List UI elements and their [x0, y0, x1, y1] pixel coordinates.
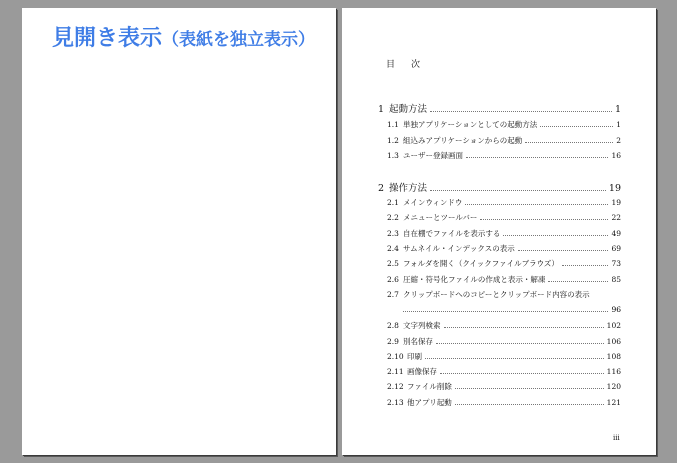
section-title: 自在棚でファイルを表示する	[403, 229, 501, 238]
chapter-title: 操作方法	[389, 183, 428, 194]
toc-section-1-3[interactable]	[387, 150, 621, 161]
toc-section-2-1[interactable]	[387, 197, 621, 208]
page-ref: 106	[606, 337, 621, 346]
section-title: 画像保存	[407, 367, 437, 376]
section-title: 別名保存	[403, 337, 433, 346]
section-number: 2.1	[387, 198, 399, 207]
dot-leader	[430, 189, 606, 191]
dot-leader	[548, 280, 608, 282]
section-title: ファイル削除	[407, 382, 452, 391]
section-title: メニューとツールバー	[403, 213, 478, 222]
section-number: 2.11	[387, 367, 404, 376]
page-ref: 121	[606, 398, 621, 407]
toc-section-2-9[interactable]	[387, 336, 621, 347]
section-title: サムネイル・インデックスの表示	[403, 244, 515, 253]
caption-sub: （表紙を独立表示）	[162, 30, 316, 50]
page-ref: 102	[606, 321, 621, 330]
dot-leader	[440, 372, 604, 374]
section-number: 2.7	[387, 290, 399, 299]
dot-leader	[518, 249, 609, 251]
page-ref: 116	[606, 367, 621, 376]
dot-leader	[430, 110, 612, 112]
right-page-toc	[342, 8, 656, 455]
toc-section-2-4[interactable]	[387, 243, 621, 254]
dot-leader	[425, 357, 604, 359]
page-ref: 69	[611, 244, 621, 253]
section-number: 2.12	[387, 382, 404, 391]
section-number: 1.2	[387, 136, 399, 145]
toc-section-2-8[interactable]	[387, 320, 621, 331]
chapter-title: 起動方法	[389, 104, 428, 115]
dot-leader	[503, 234, 608, 236]
dot-leader	[480, 218, 608, 220]
section-number: 2.2	[387, 213, 399, 222]
section-title: 印刷	[407, 352, 422, 361]
toc-chapter-1[interactable]	[378, 101, 621, 115]
dot-leader	[455, 403, 604, 405]
dot-leader	[465, 203, 608, 205]
toc-heading: 目次	[386, 60, 437, 70]
caption-main: 見開き表示	[52, 26, 163, 51]
section-number: 2.9	[387, 337, 399, 346]
section-number: 2.3	[387, 229, 399, 238]
page-number: iii	[613, 434, 620, 442]
section-number: 2.4	[387, 244, 399, 253]
dot-leader	[540, 125, 613, 127]
toc-section-2-11[interactable]	[387, 366, 621, 377]
toc-section-1-2[interactable]	[387, 135, 621, 146]
toc-section-1-1[interactable]	[387, 119, 621, 130]
page-ref: 120	[606, 382, 621, 391]
section-title: メインウィンドウ	[403, 198, 463, 207]
section-number: 2.6	[387, 275, 399, 284]
page-ref: 19	[608, 183, 621, 194]
toc-section-2-7-continuation	[403, 305, 621, 314]
page-ref: 16	[611, 151, 621, 160]
page-ref: 1	[616, 120, 621, 129]
toc-section-2-5[interactable]	[387, 258, 621, 269]
page-ref: 73	[611, 259, 621, 268]
section-title: 圧縮・符号化ファイルの作成と表示・解凍	[403, 275, 546, 284]
section-number: 2.8	[387, 321, 399, 330]
section-title: 文字列検索	[403, 321, 441, 330]
page-ref: 96	[611, 305, 621, 314]
toc-section-2-6[interactable]	[387, 274, 621, 285]
chapter-number: 1	[378, 104, 385, 115]
page-ref: 2	[616, 136, 621, 145]
section-number: 2.10	[387, 352, 404, 361]
section-number: 1.3	[387, 151, 399, 160]
toc-section-2-12[interactable]	[387, 381, 621, 392]
toc-section-2-2[interactable]	[387, 212, 621, 223]
section-title: クリップボードへのコピーとクリップボード内容の表示	[403, 290, 590, 299]
dot-leader	[444, 326, 604, 328]
page-ref: 22	[611, 213, 621, 222]
section-title: 単独アプリケーションとしての起動方法	[403, 120, 538, 129]
section-title: 組込みアプリケーションからの起動	[403, 136, 523, 145]
toc-section-2-10[interactable]	[387, 351, 621, 362]
chapter-number: 2	[378, 183, 385, 194]
view-mode-caption	[52, 21, 315, 52]
page-ref: 1	[614, 104, 621, 115]
dot-leader	[525, 141, 613, 143]
page-ref: 108	[606, 352, 621, 361]
section-number: 2.5	[387, 259, 399, 268]
page-ref: 49	[611, 229, 621, 238]
section-title: ユーザー登録画面	[403, 151, 463, 160]
toc-section-2-3[interactable]	[387, 228, 621, 239]
left-page-cover	[22, 8, 336, 455]
section-number: 1.1	[387, 120, 399, 129]
dot-leader	[466, 156, 608, 158]
section-title: フォルダを開く（クイックファイルブラウズ）	[403, 259, 559, 268]
toc-section-2-7[interactable]	[387, 289, 621, 300]
toc-chapter-2[interactable]	[378, 180, 621, 194]
dot-leader	[455, 387, 604, 389]
toc-section-2-13[interactable]	[387, 397, 621, 408]
section-number: 2.13	[387, 398, 404, 407]
dot-leader	[436, 342, 604, 344]
page-ref: 85	[611, 275, 621, 284]
page-ref: 19	[611, 198, 621, 207]
dot-leader	[403, 310, 608, 312]
section-title: 他アプリ起動	[407, 398, 452, 407]
dot-leader	[562, 264, 609, 266]
